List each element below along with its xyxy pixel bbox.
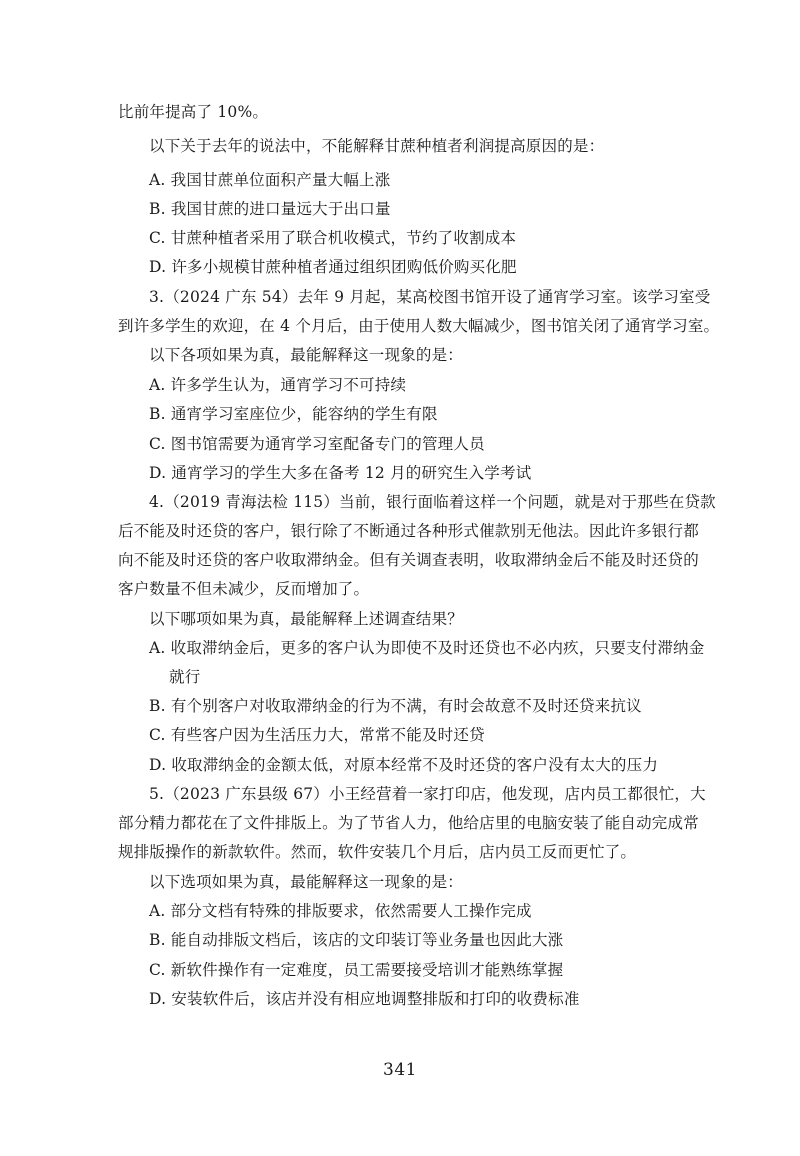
question-4-stem-line-3: 向不能及时还贷的客户收取滞纳金。但有关调查表明，收取滞纳金后不能及时还贷的 [118,551,699,569]
question-4-option-a: A. 收取滞纳金后，更多的客户认为即使不及时还贷也不必内疚，只要支付滞纳金 [149,639,705,657]
question-5-option-c: C. 新软件操作有一定难度，员工需要接受培训才能熟练掌握 [149,961,564,979]
question-3-option-d: D. 通宵学习的学生大多在备考 12 月的研究生入学考试 [149,464,532,482]
question-5-stem-line-3: 规排版操作的新款软件。然而，软件安装几个月后，店内员工反而更忙了。 [118,843,637,861]
question-5-stem-line-2: 部分精力都花在了文件排版上。为了节省人力，他给店里的电脑安装了能自动完成常 [118,814,699,832]
question-4-prompt: 以下哪项如果为真，最能解释上述调查结果？ [149,610,464,628]
question-4-stem-line-2: 后不能及时还贷的客户，银行除了不断通过各种形式催款别无他法。因此许多银行都 [118,522,699,540]
question-2-prompt: 以下关于去年的说法中，不能解释甘蔗种植者利润提高原因的是： [149,137,605,155]
question-2-option-c: C. 甘蔗种植者采用了联合机收模式，节约了收割成本 [149,229,517,247]
question-4-option-c: C. 有些客户因为生活压力大，常常不能及时还贷 [149,726,485,744]
question-4-option-a-continued: 就行 [169,668,201,686]
question-3-prompt: 以下各项如果为真，最能解释这一现象的是： [149,346,464,364]
page-number: 341 [383,1060,417,1080]
question-4-stem-line-4: 客户数量不但未减少，反而增加了。 [118,580,370,598]
question-4-stem-line-1: 4.（2019 青海法检 115）当前，银行面临着这样一个问题，就是对于那些在贷款 [149,493,716,511]
question-2-option-a: A. 我国甘蔗单位面积产量大幅上涨 [149,171,391,189]
question-5-stem-line-1: 5.（2023 广东县级 67）小王经营着一家打印店，他发现，店内员工都很忙，大 [149,785,706,803]
question-3-option-a: A. 许多学生认为，通宵学习不可持续 [149,376,407,394]
question-2-option-b: B. 我国甘蔗的进口量远大于出口量 [149,200,391,218]
question-3-stem-line-2: 到许多学生的欢迎，在 4 个月后，由于使用人数大幅减少，图书馆关闭了通宵学习室。 [118,317,720,335]
question-3-option-c: C. 图书馆需要为通宵学习室配备专门的管理人员 [149,435,485,453]
question-5-option-b: B. 能自动排版文档后，该店的文印装订等业务量也因此大涨 [149,931,564,949]
question-4-option-b: B. 有个别客户对收取滞纳金的行为不满，有时会故意不及时还贷来抗议 [149,697,642,715]
question-5-option-d: D. 安装软件后，该店并没有相应地调整排版和打印的收费标准 [149,990,580,1008]
question-5-option-a: A. 部分文档有特殊的排版要求，依然需要人工操作完成 [149,902,532,920]
text-line-prev-continuation: 比前年提高了 10%。 [118,103,269,121]
question-3-option-b: B. 通宵学习室座位少，能容纳的学生有限 [149,405,438,423]
question-3-stem-line-1: 3.（2024 广东 54）去年 9 月起，某高校图书馆开设了通宵学习室。该学习室受 [149,288,711,306]
question-4-option-d: D. 收取滞纳金的金额太低，对原本经常不及时还贷的客户没有太大的压力 [149,756,659,774]
question-2-option-d: D. 许多小规模甘蔗种植者通过组织团购低价购买化肥 [149,258,517,276]
question-5-prompt: 以下选项如果为真，最能解释这一现象的是： [149,873,464,891]
